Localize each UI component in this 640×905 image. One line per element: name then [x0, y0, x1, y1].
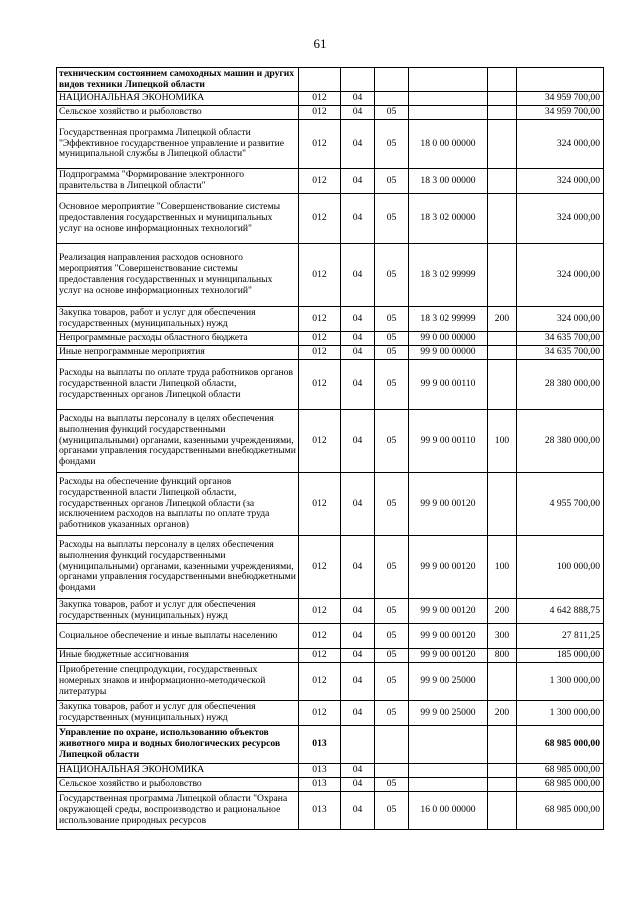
table-row: [57, 599, 604, 624]
amount-cell: 34 959 700,00: [517, 106, 604, 120]
admin-code-cell: 012: [299, 244, 341, 307]
table-row: [57, 410, 604, 473]
section-code-cell: 04: [341, 536, 375, 599]
amount-cell: 4 642 888,75: [517, 599, 604, 624]
amount-cell: 1 300 000,00: [517, 701, 604, 726]
section-code-cell: 04: [341, 346, 375, 360]
expense-type-cell: 200: [488, 307, 517, 332]
target-article-cell: 99 9 00 25000: [409, 701, 488, 726]
amount-cell: 324 000,00: [517, 169, 604, 194]
row-name-cell: Государственная программа Липецкой области "Охрана окружающей среды, воспроизводство и рациональное использование природных ресурсов: [57, 792, 299, 830]
section-code-cell: 04: [341, 599, 375, 624]
amount-cell: [517, 68, 604, 92]
expense-type-cell: 100: [488, 410, 517, 473]
target-article-cell: [409, 68, 488, 92]
amount-cell: 68 985 000,00: [517, 778, 604, 792]
subsection-code-cell: 05: [375, 663, 409, 701]
subsection-code-cell: [375, 68, 409, 92]
table-row: [57, 68, 604, 92]
expense-type-cell: [488, 120, 517, 169]
row-name-cell: Закупка товаров, работ и услуг для обеспечения государственных (муниципальных) нужд: [57, 701, 299, 726]
amount-cell: 4 955 700,00: [517, 473, 604, 536]
table-row: [57, 792, 604, 830]
target-article-cell: 99 9 00 00120: [409, 536, 488, 599]
row-name-cell: Расходы на выплаты по оплате труда работников органов государственной власти Липецкой области, государственных органов Липецкой области: [57, 360, 299, 410]
row-name-cell: Сельское хозяйство и рыболовство: [57, 106, 299, 120]
expense-type-cell: [488, 792, 517, 830]
row-name-cell: Закупка товаров, работ и услуг для обеспечения государственных (муниципальных) нужд: [57, 307, 299, 332]
section-code-cell: 04: [341, 410, 375, 473]
expense-type-cell: [488, 346, 517, 360]
amount-cell: 324 000,00: [517, 194, 604, 244]
amount-cell: 100 000,00: [517, 536, 604, 599]
target-article-cell: [409, 92, 488, 106]
subsection-code-cell: [375, 92, 409, 106]
section-code-cell: [341, 68, 375, 92]
table-row: [57, 120, 604, 169]
expense-type-cell: [488, 778, 517, 792]
row-name-cell: Сельское хозяйство и рыболовство: [57, 778, 299, 792]
admin-code-cell: 012: [299, 624, 341, 649]
admin-code-cell: 012: [299, 663, 341, 701]
target-article-cell: [409, 778, 488, 792]
row-name-cell: Государственная программа Липецкой области "Эффективное государственное управление и развитие муниципальной службы в Липецкой области": [57, 120, 299, 169]
admin-code-cell: 012: [299, 106, 341, 120]
table-row: [57, 624, 604, 649]
expense-type-cell: [488, 194, 517, 244]
target-article-cell: 16 0 00 00000: [409, 792, 488, 830]
target-article-cell: 99 9 00 00000: [409, 346, 488, 360]
subsection-code-cell: 05: [375, 194, 409, 244]
row-name-cell: Приобретение спецпродукции, государственных номерных знаков и информационно-методической литературы: [57, 663, 299, 701]
section-code-cell: 04: [341, 92, 375, 106]
admin-code-cell: 013: [299, 764, 341, 778]
target-article-cell: [409, 106, 488, 120]
expense-type-cell: 200: [488, 599, 517, 624]
admin-code-cell: 012: [299, 536, 341, 599]
section-code-cell: 04: [341, 778, 375, 792]
amount-cell: 34 635 700,00: [517, 346, 604, 360]
target-article-cell: 99 0 00 00000: [409, 332, 488, 346]
table-row: [57, 764, 604, 778]
section-code-cell: 04: [341, 194, 375, 244]
target-article-cell: 99 9 00 25000: [409, 663, 488, 701]
section-code-cell: 04: [341, 792, 375, 830]
admin-code-cell: 012: [299, 120, 341, 169]
row-name-cell: Иные бюджетные ассигнования: [57, 649, 299, 663]
target-article-cell: 99 9 00 00110: [409, 410, 488, 473]
subsection-code-cell: [375, 726, 409, 764]
subsection-code-cell: 05: [375, 120, 409, 169]
target-article-cell: [409, 764, 488, 778]
admin-code-cell: 012: [299, 410, 341, 473]
subsection-code-cell: 05: [375, 346, 409, 360]
admin-code-cell: 012: [299, 307, 341, 332]
table-row: [57, 663, 604, 701]
expense-type-cell: [488, 332, 517, 346]
subsection-code-cell: 05: [375, 307, 409, 332]
expense-type-cell: 300: [488, 624, 517, 649]
expense-type-cell: 100: [488, 536, 517, 599]
amount-cell: 324 000,00: [517, 120, 604, 169]
expense-type-cell: [488, 68, 517, 92]
table-row: [57, 307, 604, 332]
admin-code-cell: 012: [299, 360, 341, 410]
expense-type-cell: [488, 663, 517, 701]
row-name-cell: НАЦИОНАЛЬНАЯ ЭКОНОМИКА: [57, 764, 299, 778]
subsection-code-cell: 05: [375, 244, 409, 307]
admin-code-cell: 012: [299, 194, 341, 244]
target-article-cell: [409, 726, 488, 764]
expense-type-cell: [488, 726, 517, 764]
target-article-cell: 18 3 02 99999: [409, 244, 488, 307]
row-name-cell: Закупка товаров, работ и услуг для обеспечения государственных (муниципальных) нужд: [57, 599, 299, 624]
row-name-cell: Социальное обеспечение и иные выплаты населению: [57, 624, 299, 649]
subsection-code-cell: 05: [375, 360, 409, 410]
section-code-cell: 04: [341, 649, 375, 663]
row-name-cell: НАЦИОНАЛЬНАЯ ЭКОНОМИКА: [57, 92, 299, 106]
admin-code-cell: 012: [299, 332, 341, 346]
target-article-cell: 18 3 00 00000: [409, 169, 488, 194]
amount-cell: 1 300 000,00: [517, 663, 604, 701]
expense-type-cell: [488, 92, 517, 106]
subsection-code-cell: 05: [375, 624, 409, 649]
subsection-code-cell: 05: [375, 778, 409, 792]
table-body: [57, 68, 604, 830]
target-article-cell: 18 0 00 00000: [409, 120, 488, 169]
admin-code-cell: 012: [299, 92, 341, 106]
table-row: [57, 726, 604, 764]
subsection-code-cell: 05: [375, 649, 409, 663]
row-name-cell: Иные непрограммные мероприятия: [57, 346, 299, 360]
row-name-cell: Расходы на обеспечение функций органов государственной власти Липецкой области, государственных органов Липецкой области (за исключением расходов на выплаты по оплате труда работников указанных органов): [57, 473, 299, 536]
subsection-code-cell: 05: [375, 701, 409, 726]
target-article-cell: 99 9 00 00110: [409, 360, 488, 410]
section-code-cell: 04: [341, 360, 375, 410]
section-code-cell: 04: [341, 307, 375, 332]
row-name-cell: Подпрограмма "Формирование электронного правительства в Липецкой области": [57, 169, 299, 194]
table-row: [57, 649, 604, 663]
subsection-code-cell: 05: [375, 410, 409, 473]
target-article-cell: 99 9 00 00120: [409, 599, 488, 624]
section-code-cell: [341, 726, 375, 764]
section-code-cell: 04: [341, 701, 375, 726]
target-article-cell: 18 3 02 99999: [409, 307, 488, 332]
amount-cell: 28 380 000,00: [517, 410, 604, 473]
subsection-code-cell: 05: [375, 332, 409, 346]
expense-type-cell: [488, 244, 517, 307]
admin-code-cell: 012: [299, 701, 341, 726]
section-code-cell: 04: [341, 473, 375, 536]
admin-code-cell: 012: [299, 649, 341, 663]
amount-cell: 28 380 000,00: [517, 360, 604, 410]
table-row: [57, 194, 604, 244]
admin-code-cell: 012: [299, 473, 341, 536]
section-code-cell: 04: [341, 332, 375, 346]
row-name-cell: Расходы на выплаты персоналу в целях обеспечения выполнения функций государственными (муниципальными) органами, казенными учреждениями, органами управления государственными внебюджетными фондами: [57, 536, 299, 599]
section-code-cell: 04: [341, 663, 375, 701]
subsection-code-cell: 05: [375, 536, 409, 599]
subsection-code-cell: 05: [375, 106, 409, 120]
table-row: [57, 332, 604, 346]
expense-type-cell: [488, 473, 517, 536]
admin-code-cell: 012: [299, 599, 341, 624]
amount-cell: 185 000,00: [517, 649, 604, 663]
table-row: [57, 473, 604, 536]
row-name-cell: Основное мероприятие "Совершенствование системы предоставления государственных и муниципальных услуг на основе информационных технологий": [57, 194, 299, 244]
expense-type-cell: [488, 360, 517, 410]
admin-code-cell: 013: [299, 792, 341, 830]
row-name-cell: Реализация направления расходов основного мероприятия "Совершенствование системы предоставления государственных и муниципальных услуг на основе информационных технологий": [57, 244, 299, 307]
target-article-cell: 99 9 00 00120: [409, 649, 488, 663]
subsection-code-cell: 05: [375, 792, 409, 830]
section-code-cell: 04: [341, 106, 375, 120]
expense-type-cell: 800: [488, 649, 517, 663]
page-number: 61: [313, 36, 327, 51]
expense-type-cell: [488, 169, 517, 194]
section-code-cell: 04: [341, 624, 375, 649]
admin-code-cell: [299, 68, 341, 92]
admin-code-cell: 013: [299, 778, 341, 792]
table-row: [57, 92, 604, 106]
table-row: [57, 360, 604, 410]
table-row: [57, 169, 604, 194]
amount-cell: 34 635 700,00: [517, 332, 604, 346]
table-row: [57, 106, 604, 120]
section-code-cell: 04: [341, 244, 375, 307]
subsection-code-cell: 05: [375, 169, 409, 194]
expense-type-cell: 200: [488, 701, 517, 726]
target-article-cell: 99 9 00 00120: [409, 624, 488, 649]
table-row: [57, 244, 604, 307]
admin-code-cell: 012: [299, 346, 341, 360]
subsection-code-cell: [375, 764, 409, 778]
expense-type-cell: [488, 764, 517, 778]
table-row: [57, 346, 604, 360]
subsection-code-cell: 05: [375, 599, 409, 624]
admin-code-cell: 013: [299, 726, 341, 764]
amount-cell: 68 985 000,00: [517, 764, 604, 778]
section-code-cell: 04: [341, 169, 375, 194]
table-row: [57, 536, 604, 599]
budget-table: [56, 67, 604, 830]
section-code-cell: 04: [341, 120, 375, 169]
target-article-cell: 99 9 00 00120: [409, 473, 488, 536]
amount-cell: 27 811,25: [517, 624, 604, 649]
expense-type-cell: [488, 106, 517, 120]
table-row: [57, 701, 604, 726]
row-name-cell: Непрограммные расходы областного бюджета: [57, 332, 299, 346]
subsection-code-cell: 05: [375, 473, 409, 536]
row-name-cell: Расходы на выплаты персоналу в целях обеспечения выполнения функций государственными (муниципальными) органами, казенными учреждениями, органами управления государственными внебюджетными фондами: [57, 410, 299, 473]
table-row: [57, 778, 604, 792]
amount-cell: 68 985 000,00: [517, 792, 604, 830]
amount-cell: 68 985 000,00: [517, 726, 604, 764]
amount-cell: 324 000,00: [517, 244, 604, 307]
target-article-cell: 18 3 02 00000: [409, 194, 488, 244]
section-code-cell: 04: [341, 764, 375, 778]
row-name-cell: техническим состоянием самоходных машин и других видов техники Липецкой области: [57, 68, 299, 92]
row-name-cell: Управление по охране, использованию объектов животного мира и водных биологических ресурсов Липецкой области: [57, 726, 299, 764]
amount-cell: 324 000,00: [517, 307, 604, 332]
admin-code-cell: 012: [299, 169, 341, 194]
amount-cell: 34 959 700,00: [517, 92, 604, 106]
